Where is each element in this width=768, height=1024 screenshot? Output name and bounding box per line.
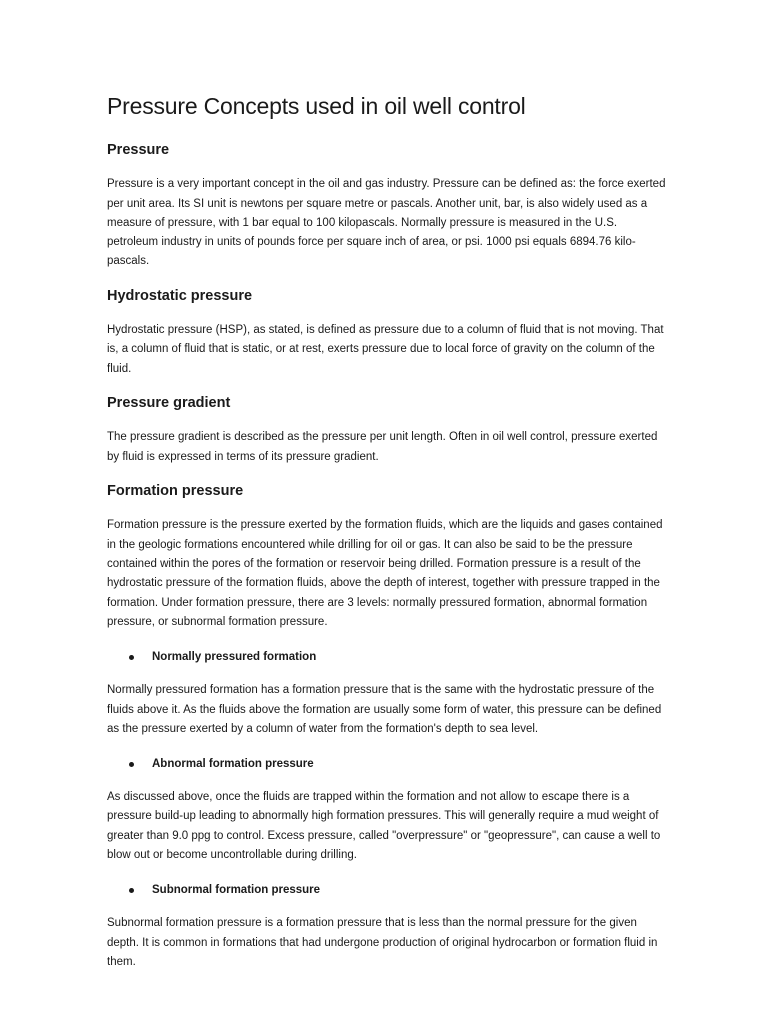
bullet-icon — [129, 888, 134, 893]
section-heading-pressure: Pressure — [107, 141, 170, 158]
section-text-pressure: Pressure is a very important concept in the oil and gas industry. Pressure can be defined as: the force exerted per unit area. Its SI unit is newtons per square metre or pascals. Another unit, bar, is also widely used as a measure of pressure, with 1 bar equal to 100 kilopascals. Normally pressure is measured in the U.S. petroleum industry in units of pounds force per square inch of area, or psi. 1000 psi equals 6894.76 kilo-pascals. — [107, 178, 666, 268]
bullet-label: Normally pressured formation — [152, 651, 317, 664]
section-heading-pressure-gradient: Pressure gradient — [107, 395, 231, 412]
bullet-icon — [129, 655, 134, 660]
bullet-item-abnormal-pressure — [129, 755, 668, 774]
bullet-item-normally-pressured — [129, 648, 668, 667]
section-heading-hydrostatic-pressure: Hydrostatic pressure — [107, 287, 253, 304]
section-text-hydrostatic-pressure: Hydrostatic pressure (HSP), as stated, is defined as pressure due to a column of fluid that is not moving. That is, a column of fluid that is static, or at rest, exerts pressure due to local force of gravity on the column of the fluid. — [107, 324, 664, 375]
section-text-pressure-gradient: The pressure gradient is described as the pressure per unit length. Often in oil well control, pressure exerted by fluid is expressed in terms of its pressure gradient. — [107, 431, 658, 463]
section-text-formation-pressure: Formation pressure is the pressure exerted by the formation fluids, which are the liquids and gases contained in the geologic formations encountered while drilling for oil or gas. It can also be said to be the pressure contained within the pores of the formation or reservoir being drilled. Formation pressure is a result of the hydrostatic pressure of the formation fluids, above the depth of interest, together with pressure trapped in the formation. Under formation pressure, there are 3 levels: normally pressured formation, abnormal formation pressure, or subnormal formation pressure. — [107, 519, 663, 628]
document-title: Pressure Concepts used in oil well control — [107, 93, 526, 119]
subsection-text-subnormal-pressure: Subnormal formation pressure is a formation pressure that is less than the normal pressure for the given depth. It is common in formations that had undergone production of original hydrocarbon or formation fluid in them. — [107, 917, 658, 968]
subsection-text-normally-pressured: Normally pressured formation has a formation pressure that is the same with the hydrostatic pressure of the fluids above it. As the fluids above the formation are usually some form of water, this pressure can be defined as the pressure exerted by a column of water from the formation's depth to sea level. — [107, 684, 662, 735]
bullet-item-subnormal-pressure — [129, 881, 668, 900]
section-heading-formation-pressure: Formation pressure — [107, 483, 244, 500]
bullet-label: Abnormal formation pressure — [152, 758, 314, 771]
bullet-label: Subnormal formation pressure — [152, 884, 321, 897]
subsection-text-abnormal-pressure: As discussed above, once the fluids are trapped within the formation and not allow to escape there is a pressure build-up leading to abnormally high formation pressures. This will generally require a mud weight of greater than 9.0 ppg to control. Excess pressure, called "overpressure" or "geopressure", can cause a well to blow out or become uncontrollable during drilling. — [107, 791, 661, 861]
bullet-icon — [129, 762, 134, 767]
